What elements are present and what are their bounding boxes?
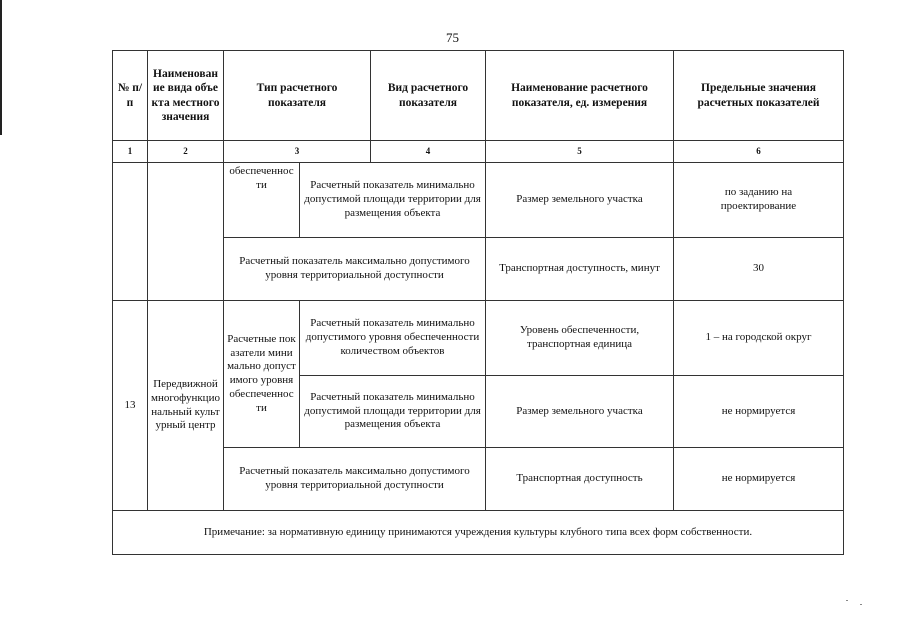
col-number-5: 5 — [486, 141, 674, 163]
header-name: Наименование расчетного показателя, ед. измерения — [486, 51, 674, 141]
indicator-value-1: 1 – на городской округ — [674, 301, 844, 376]
col-number-6: 6 — [674, 141, 844, 163]
indicator-value-2: не нормируется — [674, 376, 844, 448]
header-values: Предельные значения расчетных показателей — [674, 51, 844, 141]
indicator-vid-1: Расчетный показатель минимально допустимого уровня обеспеченности количеством объектов — [300, 301, 486, 376]
header-object: Наименование вида объекта местного значения — [148, 51, 224, 141]
indicator-name-3: Транспортная доступность — [486, 448, 674, 511]
prev-object-cell — [148, 163, 224, 301]
indicator-vid-2: Расчетный показатель минимально допустимой площади территории для размещения объекта — [300, 376, 486, 448]
column-number-row — [113, 141, 844, 163]
table-row — [113, 301, 844, 376]
table-note: Примечание: за нормативную единицу принимаются учреждения культуры клубного типа всех форм собственности. — [113, 511, 844, 555]
col-number-3: 3 — [224, 141, 371, 163]
col-number-4: 4 — [371, 141, 486, 163]
note-row — [113, 511, 844, 555]
scan-margin-line — [0, 0, 2, 135]
prev-num-cell — [113, 163, 148, 301]
prev-value-1: по заданию на проектирование — [674, 163, 844, 238]
prev-vid-2: Расчетный показатель максимально допустимого уровня территориальной доступности — [224, 238, 486, 301]
prev-vid-1: Расчетный показатель минимально допустимой площади территории для размещения объекта — [300, 163, 486, 238]
prev-type-cell: обеспеченности — [224, 163, 300, 238]
indicator-vid-3: Расчетный показатель максимально допустимого уровня территориальной доступности — [224, 448, 486, 511]
object-name: Передвижной многофункциональный культурный центр — [148, 301, 224, 511]
page-number: 75 — [446, 30, 459, 45]
col-number-2: 2 — [148, 141, 224, 163]
prev-value-2: 30 — [674, 238, 844, 301]
header-num: № п/п — [113, 51, 148, 141]
prev-name-1: Размер земельного участка — [486, 163, 674, 238]
prev-name-2: Транспортная доступность, минут — [486, 238, 674, 301]
scan-speck — [846, 600, 848, 601]
col-number-1: 1 — [113, 141, 148, 163]
table-header-row — [113, 51, 844, 141]
scan-speck — [860, 604, 862, 605]
indicators-table — [112, 50, 844, 555]
indicator-name-1: Уровень обеспеченности, транспортная единица — [486, 301, 674, 376]
header-vid: Вид расчетного показателя — [371, 51, 486, 141]
header-type: Тип расчетного показателя — [224, 51, 371, 141]
indicator-type: Расчетные показатели минимально допустимого уровня обеспеченности — [224, 301, 300, 448]
indicator-value-3: не нормируется — [674, 448, 844, 511]
item-number: 13 — [113, 301, 148, 511]
indicator-name-2: Размер земельного участка — [486, 376, 674, 448]
table-row — [113, 163, 844, 238]
